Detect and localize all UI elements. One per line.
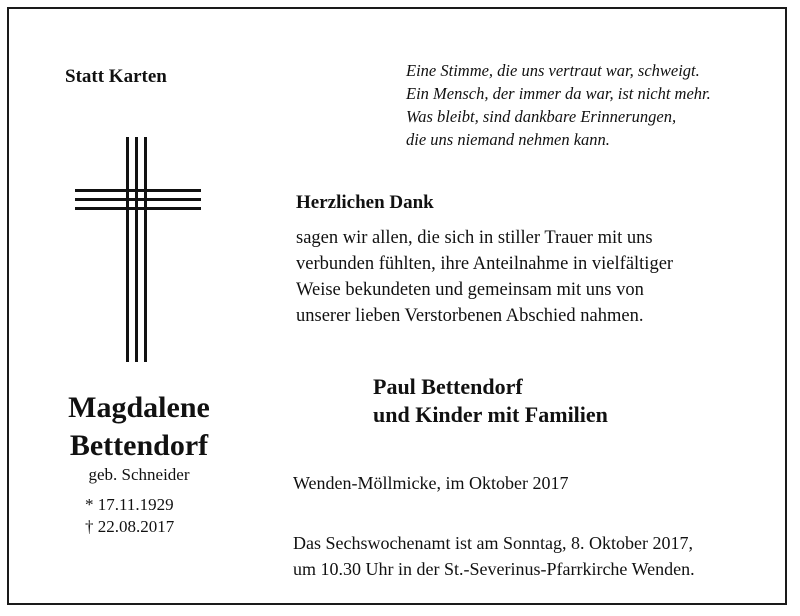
poem-line: Eine Stimme, die uns vertraut war, schweigt.: [406, 61, 700, 80]
service-line: um 10.30 Uhr in der St.-Severinus-Pfarrkirche Wenden.: [293, 559, 695, 579]
thanks-text: [296, 225, 673, 329]
poem-line: Ein Mensch, der immer da war, ist nicht mehr.: [406, 84, 711, 103]
place-date: Wenden-Möllmicke, im Oktober 2017: [293, 473, 569, 493]
cross-icon: [75, 137, 205, 362]
obituary-card: [7, 7, 787, 605]
poem: [406, 59, 711, 151]
thanks-line: Weise bekundeten und gemeinsam mit uns von: [296, 280, 644, 300]
birth-date: * 17.11.1929: [85, 495, 174, 514]
thanks-line: verbunden fühlten, ihre Anteilnahme in vielfältiger: [296, 254, 674, 274]
thanks-title: Herzlichen Dank: [296, 192, 434, 213]
signature-line: Paul Bettendorf: [373, 374, 523, 399]
thanks-line: sagen wir allen, die sich in stiller Trauer mit uns: [296, 228, 653, 248]
service-line: Das Sechswochenamt ist am Sonntag, 8. Oktober 2017,: [293, 533, 693, 553]
deceased-first-name: Magdalene: [68, 391, 210, 424]
signature-line: und Kinder mit Familien: [373, 402, 608, 427]
deceased-last-name: Bettendorf: [69, 429, 209, 462]
service-notice: [293, 530, 695, 582]
death-date: † 22.08.2017: [85, 517, 175, 536]
signature: [373, 373, 608, 429]
life-dates: [85, 494, 174, 538]
poem-line: die uns niemand nehmen kann.: [406, 130, 610, 149]
birth-name: geb. Schneider: [88, 465, 190, 484]
deceased-name: [29, 389, 249, 465]
thanks-line: unserer lieben Verstorbenen Abschied nahmen.: [296, 306, 644, 326]
poem-line: Was bleibt, sind dankbare Erinnerungen,: [406, 107, 677, 126]
header-label: Statt Karten: [65, 66, 167, 87]
